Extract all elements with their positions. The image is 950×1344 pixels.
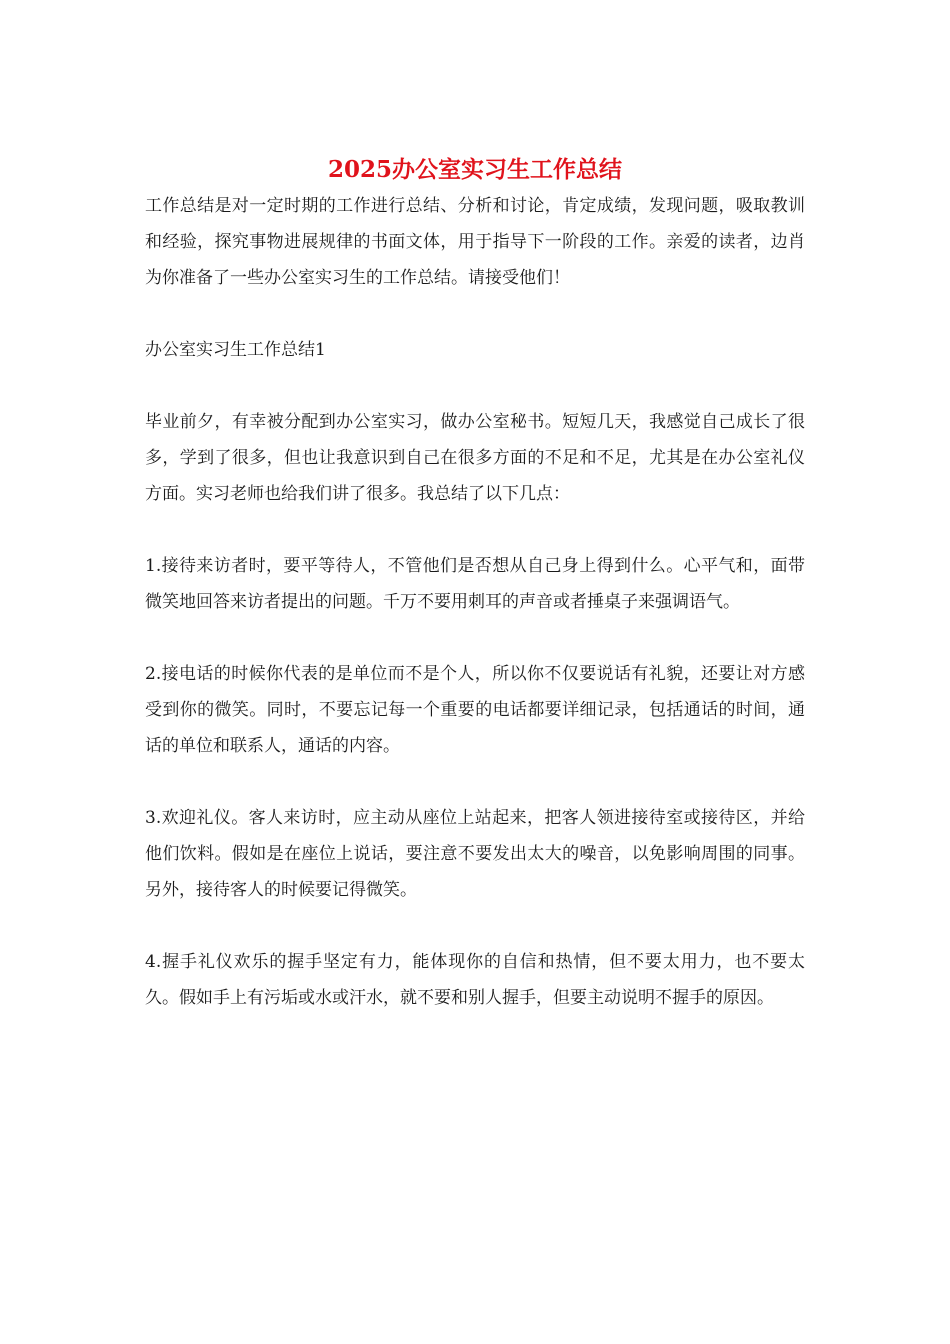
document-title: 2025办公室实习生工作总结 <box>327 156 622 183</box>
opening-paragraph: 毕业前夕，有幸被分配到办公室实习，做办公室秘书。短短几天，我感觉自己成长了很多，学到了很多，但也让我意识到自己在很多方面的不足和不足，尤其是在办公室礼仪方面。实习老师也给我们讲了很多。我总结了以下几点： <box>145 412 805 504</box>
point-paragraph-4: 4.握手礼仪欢乐的握手坚定有力，能体现你的自信和热情，但不要太用力，也不要太久。假如手上有污垢或水或汗水，就不要和别人握手，但要主动说明不握手的原因。 <box>145 952 805 1008</box>
point-paragraph-1: 1.接待来访者时，要平等待人，不管他们是否想从自己身上得到什么。心平气和，面带微笑地回答来访者提出的问题。千万不要用刺耳的声音或者捶桌子来强调语气。 <box>145 556 805 612</box>
section-heading: 办公室实习生工作总结1 <box>145 340 326 360</box>
document-body <box>145 152 805 1016</box>
intro-paragraph: 工作总结是对一定时期的工作进行总结、分析和讨论，肯定成绩，发现问题，吸取教训和经验，探究事物进展规律的书面文体，用于指导下一阶段的工作。亲爱的读者，边肖为你准备了一些办公室实习生的工作总结。请接受他们！ <box>145 196 805 288</box>
point-paragraph-3: 3.欢迎礼仪。客人来访时，应主动从座位上站起来，把客人领进接待室或接待区，并给他们饮料。假如是在座位上说话，要注意不要发出太大的噪音，以免影响周围的同事。另外，接待客人的时候要记得微笑。 <box>145 808 805 900</box>
point-paragraph-2: 2.接电话的时候你代表的是单位而不是个人，所以你不仅要说话有礼貌，还要让对方感受到你的微笑。同时，不要忘记每一个重要的电话都要详细记录，包括通话的时间，通话的单位和联系人，通话的内容。 <box>145 664 805 756</box>
